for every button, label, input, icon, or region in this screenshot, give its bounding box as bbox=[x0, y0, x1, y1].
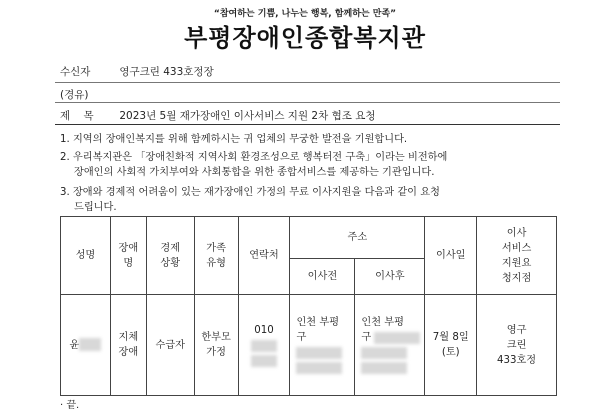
recipient-row bbox=[60, 64, 560, 79]
paragraph-3 bbox=[60, 185, 560, 215]
cell-contact: 010 bbox=[238, 295, 290, 396]
redacted-block bbox=[296, 362, 342, 374]
redacted-block bbox=[374, 332, 420, 344]
via-row bbox=[60, 87, 560, 102]
paragraph-3-line-1: 3. 장애와 경제적 어려움이 있는 재가장애인 가정의 무료 이사지원을 다음과 같이 요청 bbox=[60, 187, 440, 198]
paragraph-1: 1. 지역의 장애인복지를 위해 함께하시는 귀 업체의 무궁한 발전을 기원합니다. bbox=[60, 134, 408, 145]
cell-move-date: 7월 8일 (토) bbox=[425, 295, 477, 396]
cell-family: 한부모 가정 bbox=[194, 295, 238, 396]
header-move-date: 이사일 bbox=[425, 217, 477, 295]
slogan: “참여하는 기쁨, 나누는 행복, 함께하는 만족” bbox=[213, 9, 397, 19]
redacted-block bbox=[296, 347, 342, 359]
divider bbox=[55, 82, 560, 83]
org-title: 부평장애인종합복지관 bbox=[184, 24, 426, 52]
paragraph-2-line-2: 장애인의 사회적 가치부여와 사회통합을 위한 종합서비스를 제공하는 기관입니다. bbox=[74, 167, 435, 178]
subject-value: 2023년 5월 재가장애인 이사서비스 지원 2차 협조 요청 bbox=[119, 110, 376, 122]
recipient-value: 영구크린 433호정장 bbox=[119, 66, 214, 78]
cell-addr-before: 인천 부평 구 bbox=[290, 295, 355, 396]
request-table bbox=[60, 216, 557, 396]
redacted-block bbox=[361, 347, 407, 359]
redacted-block bbox=[251, 355, 277, 367]
paragraph-2-line-1: 2. 우리복지관은 「장애친화적 지역사회 환경조성으로 행복터전 구축」이라는 비전하에 bbox=[60, 152, 448, 163]
redacted-block bbox=[251, 340, 277, 352]
divider bbox=[55, 124, 560, 125]
cell-branch: 영구 크린 433호정 bbox=[477, 295, 557, 396]
header-contact: 연락처 bbox=[238, 217, 290, 295]
header-name: 성명 bbox=[61, 217, 111, 295]
cell-economic: 수급자 bbox=[146, 295, 194, 396]
recipient-label: 수신자 bbox=[60, 66, 91, 78]
cell-name: 윤 bbox=[61, 295, 111, 396]
header-branch: 이사 서비스 지원요 청지점 bbox=[477, 217, 557, 295]
header-addr-before: 이사전 bbox=[290, 259, 355, 295]
divider bbox=[55, 102, 560, 103]
header-family: 가족 유형 bbox=[194, 217, 238, 295]
paragraph-2 bbox=[60, 150, 560, 180]
header-disability: 장애 명 bbox=[110, 217, 146, 295]
header-addr-after: 이사후 bbox=[355, 259, 425, 295]
end-mark: · 끝. bbox=[60, 400, 80, 411]
cell-disability: 지체 장애 bbox=[110, 295, 146, 396]
subject-label: 제 목 bbox=[60, 110, 94, 122]
cell-addr-after: 인천 부평 구 bbox=[355, 295, 425, 396]
paragraph-3-line-2: 드립니다. bbox=[74, 202, 117, 213]
subject-row bbox=[60, 108, 560, 123]
redacted-block bbox=[361, 362, 407, 374]
via-label: (경유) bbox=[60, 89, 89, 101]
header-economic: 경제 상황 bbox=[146, 217, 194, 295]
table-row bbox=[61, 295, 557, 396]
header-address: 주소 bbox=[290, 217, 425, 259]
redacted-block bbox=[79, 338, 101, 351]
